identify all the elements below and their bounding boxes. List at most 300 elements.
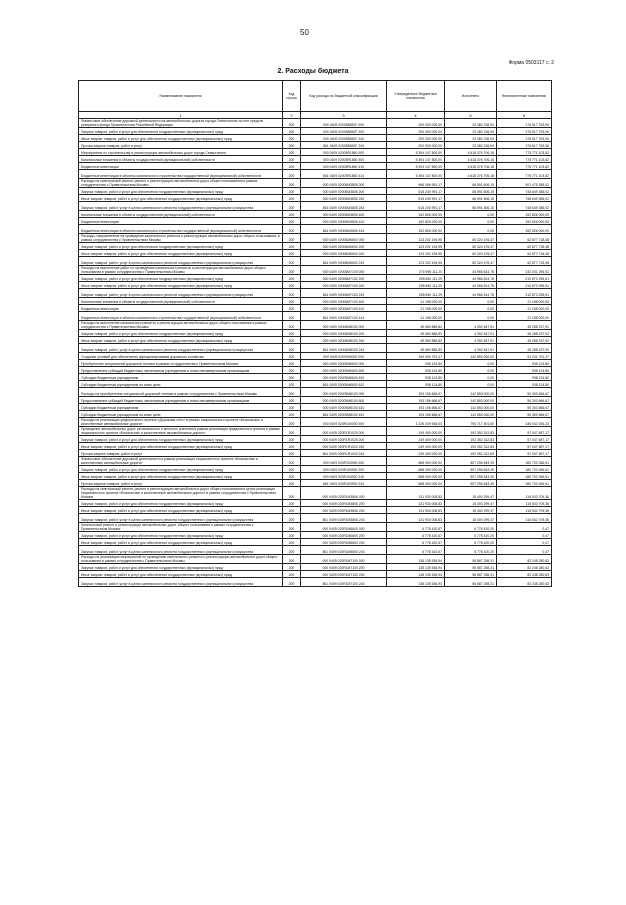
row-name: Закупка товаров, работ и услуг для обеспечения государственных (муниципальных) нужд [79,243,283,250]
row-code: 200 [283,374,301,381]
row-name: Расходы на реализацию федерального проекта «Дорожная сеть» в рамках национального проекта «Безопасные и качественные автомобильные дороги» [79,418,283,427]
table-row [79,179,552,188]
row-code: 200 [283,149,301,156]
table-row [79,344,552,353]
row-name: Закупка товаров, работ, услуг в целях капитального ремонта государственного (муниципального) имущества [79,578,283,587]
row-code: 200 [283,202,301,211]
row-code: 200 [283,195,301,202]
row-approved: 6 778 420,67 [387,546,445,555]
row-executed: 0,00 [445,218,497,225]
row-name: Капитальные вложения в объекты государственной (муниципальной) собственности [79,211,283,218]
table-row [79,170,552,179]
table-row [79,473,552,480]
row-name: Закупка товаров, работ, услуг в целях капитального ремонта государственного (муниципального) имущества [79,514,283,523]
row-code: 200 [283,289,301,298]
form-label: Форма 0503117 с. 2 [508,60,554,66]
row-code: 200 [283,142,301,149]
row-code: 200 [283,321,301,330]
row-name: Закупка товаров, работ, услуг в целях капитального ремонта государственного (муниципального) имущества [79,202,283,211]
row-approved: 938 124,80 [387,374,445,381]
row-code: 200 [283,312,301,321]
header-row [79,81,552,112]
row-remaining: 62 877 718,48 [497,234,552,243]
row-name: Бюджетные инвестиции [79,218,283,225]
row-remaining: 901 475 385,02 [497,179,552,188]
row-name: Бюджетные инвестиции [79,163,283,170]
row-remaining: 45 258 237,92 [497,344,552,353]
row-approved: 688 000 000,00 [387,457,445,466]
row-approved: 49 650 885,83 [387,337,445,344]
row-kbk: 000 0409 02006М3805 410 [301,218,387,225]
row-remaining: 938 124,80 [497,374,552,381]
table-row [79,532,552,539]
row-kbk: 000 0409 02006М3805 000 [301,179,387,188]
row-code: 200 [283,367,301,374]
row-approved: 255 840 111,29 [387,289,445,298]
header-executed: Исполнено [445,81,497,112]
row-remaining: 938 124,80 [497,381,552,388]
row-executed: 0,00 [445,360,497,367]
row-name: Иные закупки товаров, работ и услуг для обеспечения государственных (муниципальных) нужд [79,473,283,480]
row-name: Иные закупки товаров, работ и услуг для обеспечения государственных (муниципальных) нужд [79,195,283,202]
row-name: Закупка товаров, работ, услуг в целях капитального ремонта государственного (муниципального) имущества [79,344,283,353]
row-remaining: 62 877 718,48 [497,243,552,250]
row-executed: 142 853 000,00 [445,397,497,404]
row-executed: 507 296 643,39 [445,457,497,466]
row-name: Финансовое обеспечение дорожной деятельности на автомобильных дорогах города Севастополя за счет средств резервного фонда Правительства Российской Федерации [79,119,283,128]
header-remaining: Неисполненные назначения [497,81,552,112]
row-executed: 44 966 814,78 [445,275,497,282]
row-name: Закупка товаров, работ, услуг в целях капитального ремонта государственного (муниципального) имущества [79,289,283,298]
row-approved: 152 826 000,00 [387,225,445,234]
row-remaining: 0,47 [497,523,552,532]
row-code: 200 [283,163,301,170]
row-code: 200 [283,119,301,128]
row-kbk: 000 0409 020R153930 000 [301,457,387,466]
table-row [79,514,552,523]
row-remaining: 51 241 791,47 [497,353,552,360]
row-code: 200 [283,404,301,411]
row-approved: 938 124,80 [387,360,445,367]
row-approved: 49 650 885,83 [387,330,445,337]
table-row [79,564,552,571]
row-remaining: 436 532 034,24 [497,418,552,427]
row-code: 200 [283,156,301,163]
row-name: Субсидии бюджетным учреждениям [79,374,283,381]
row-approved: 123 202 194,95 [387,243,445,250]
table-row [79,411,552,418]
row-remaining: 116 532 709,36 [497,487,552,500]
table-row [79,443,552,450]
row-executed: 60 324 476,47 [445,243,497,250]
section-title: 2. Расходы бюджета [277,68,349,75]
row-remaining: 57 047 687,17 [497,436,552,443]
row-executed: 55 887 258,31 [445,578,497,587]
row-name: Предоставление субсидий бюджетным, автономным учреждениям и иным некоммерческим организациям [79,367,283,374]
row-name: Закупка товаров, работ и услуг для обеспечения государственных (муниципальных) нужд [79,564,283,571]
row-kbk: 000 0409 020R1М6600 240 [301,539,387,546]
row-approved: 815 240 991,17 [387,202,445,211]
row-name: Капитальный ремонт и реконструкция автомобильных дорог общего пользования в рамках сотрудничества с Правительством Москвы [79,523,283,532]
table-row [79,149,552,156]
row-remaining: 748 649 385,02 [497,195,552,202]
row-remaining: 775 771 103,82 [497,170,552,179]
table-body [79,119,552,587]
row-executed: 507 296 643,39 [445,480,497,487]
row-approved: 938 124,80 [387,381,445,388]
row-name: Финансовое обеспечение дорожной деятельности в рамках реализации национального проекта «Безопасные и качественные автомобильные дороги» [79,457,283,466]
row-kbk: 000 0409 02009М8100 600 [301,397,387,404]
row-approved: 138 135 536,94 [387,571,445,578]
row-approved: 938 124,80 [387,367,445,374]
row-remaining: 210 873 296,51 [497,275,552,282]
header-index: 6 [497,112,552,119]
row-code: 200 [283,523,301,532]
row-name: Расходы на реализацию мероприятий по проведению капитального ремонта и реконструкции автомобильных дорог общего пользования в рамках сотрудничества с Правительством Москвы [79,555,283,564]
row-executed: 4 618 376 706,18 [445,156,497,163]
row-kbk: 000 0409 020R1М3806 200 [301,500,387,507]
row-name: Закупка товаров, работ и услуг для обеспечения государственных (муниципальных) нужд [79,532,283,539]
table-row [79,523,552,532]
row-approved: 123 202 194,95 [387,257,445,266]
table-row [79,321,552,330]
row-name: Иные закупки товаров, работ и услуг для обеспечения государственных (муниципальных) нужд [79,443,283,450]
row-approved: 152 826 000,00 [387,218,445,225]
row-kbk: 000 0409 02006М7100 400 [301,298,387,305]
table-row [79,282,552,289]
row-kbk: 000 0409 020058360F 240 [301,135,387,142]
row-remaining: 210 873 296,51 [497,289,552,298]
row-remaining: 21 158 000,00 [497,305,552,312]
row-executed: 60 324 476,47 [445,257,497,266]
row-code: 200 [283,218,301,225]
row-code: 200 [283,388,301,397]
row-approved: 193 156 666,67 [387,404,445,411]
row-code: 200 [283,135,301,142]
header-index-row [79,112,552,119]
table-row [79,225,552,234]
row-kbk: 000 0409 020058360F 200 [301,128,387,135]
table-row [79,404,552,411]
row-code: 200 [283,179,301,188]
table-row [79,436,552,443]
row-code: 200 [283,257,301,266]
row-kbk: 000 0409 02006М7100 240 [301,282,387,289]
row-code: 200 [283,436,301,443]
row-kbk: 000 0409 02006М7100 000 [301,266,387,275]
row-kbk: 000 0409 02006М3805 200 [301,188,387,195]
row-executed: 4 392 647,91 [445,330,497,337]
row-executed: 15 400 299,47 [445,500,497,507]
row-code: 200 [283,225,301,234]
table-row [79,539,552,546]
row-kbk: 861 0409 02006М3805 414 [301,225,387,234]
row-executed: 6 778 420,20 [445,523,497,532]
row-name: Расходы на выполнение работ по проведению капитального ремонта и реконструкции автомобильных дорог общего пользования в рамках сотрудничества с Правительством Москвы [79,266,283,275]
table-row [79,298,552,305]
row-code: 200 [283,360,301,367]
row-name: Расходы на капитальный ремонт, ремонт и реконструкцию автомобильных дорог общего пользования в целях реализации национального проекта «Безопасные и качественные автомобильные дороги» в рамках сотрудничества с Правительством Москвы [79,487,283,500]
row-name: Прочая закупка товаров, работ и услуг [79,480,283,487]
row-approved: 815 240 991,17 [387,195,445,202]
row-executed: 142 853 000,00 [445,411,497,418]
row-approved: 131 933 008,83 [387,500,445,507]
row-name: Расходы, направленные на проведение капитального ремонта и реконструкции автомобильных дорог общего пользования, в рамках сотрудничества с Правительством Москвы [79,234,283,243]
row-remaining: 82 248 280,63 [497,555,552,564]
row-approved: 200 000 000,00 [387,142,445,149]
row-kbk: 000 0409 020058360F 000 [301,119,387,128]
row-kbk: 000 0409 02005R1860 000 [301,149,387,156]
row-name: Иные закупки товаров, работ и услуг для обеспечения государственных (муниципальных) нужд [79,507,283,514]
row-name: Закупка товаров, работ и услуг для обеспечения государственных (муниципальных) нужд [79,466,283,473]
row-remaining: 180 703 356,61 [497,480,552,487]
row-executed: 0,00 [445,305,497,312]
table-row [79,500,552,507]
row-approved: 49 650 885,83 [387,344,445,353]
row-approved: 131 933 008,83 [387,507,445,514]
row-remaining: 45 258 237,92 [497,337,552,344]
table-row [79,234,552,243]
row-executed: 6 778 420,20 [445,532,497,539]
row-code: 200 [283,473,301,480]
row-remaining: 45 258 237,92 [497,330,552,337]
row-remaining: 57 047 687,17 [497,427,552,436]
row-executed: 4 392 647,91 [445,321,497,330]
table-row [79,381,552,388]
table-row [79,353,552,360]
row-approved: 5 394 147 800,00 [387,170,445,179]
header-index: 3 [301,112,387,119]
row-approved: 200 000 000,00 [387,119,445,128]
row-approved: 200 000 000,00 [387,128,445,135]
row-name: Расходы на выполнение капитального ремонта и реконструкции автомобильных дорог общего пользования в рамках сотрудничества с Правительством Москвы [79,321,283,330]
row-approved: 688 000 000,00 [387,480,445,487]
row-remaining: 210 873 296,51 [497,282,552,289]
row-code: 200 [283,487,301,500]
row-executed: 23 382 236,94 [445,135,497,142]
row-code: 200 [283,418,301,427]
row-code: 200 [283,266,301,275]
row-code: 200 [283,353,301,360]
table-row [79,218,552,225]
row-kbk: 861 0409 02005R1860 414 [301,170,387,179]
row-code: 200 [283,234,301,243]
row-approved: 6 778 420,67 [387,539,445,546]
row-code: 200 [283,466,301,473]
row-executed: 0,00 [445,312,497,321]
row-approved: 5 394 147 800,00 [387,156,445,163]
row-executed: 15 400 299,47 [445,514,497,523]
row-remaining: 775 771 103,82 [497,149,552,156]
row-approved: 131 933 008,83 [387,514,445,523]
row-approved: 21 158 000,00 [387,312,445,321]
row-code: 200 [283,457,301,466]
row-remaining: 21 158 000,00 [497,298,552,305]
table-row [79,275,552,282]
table-row [79,135,552,142]
row-kbk: 000 0409 02006М8100 200 [301,330,387,337]
row-name: Закупка товаров, работ и услуг для обеспечения государственных (муниципальных) нужд [79,128,283,135]
row-remaining: 180 703 356,61 [497,473,552,480]
row-remaining: 152 826 000,00 [497,225,552,234]
row-approved: 193 156 666,67 [387,411,445,418]
table-row [79,555,552,564]
row-code: 200 [283,275,301,282]
row-executed: 790 717 501,80 [445,418,497,427]
row-kbk: 000 0409 02006М3805 240 [301,195,387,202]
row-code: 200 [283,170,301,179]
row-executed: 192 352 312,83 [445,427,497,436]
row-executed: 15 400 299,47 [445,507,497,514]
row-approved: 968 066 991,17 [387,179,445,188]
row-executed: 6 778 420,20 [445,546,497,555]
row-remaining: 180 703 356,61 [497,457,552,466]
table-row [79,374,552,381]
header-index: 2 [283,112,301,119]
row-kbk: 861 0409 02006М3805 243 [301,202,387,211]
row-name: Предоставление субсидий бюджетным, автономным учреждениям и иным некоммерческим организациям [79,397,283,404]
row-remaining: 45 258 237,92 [497,321,552,330]
row-kbk: 000 0409 020R1М6600 000 [301,523,387,532]
row-code: 200 [283,381,301,388]
row-code: 200 [283,450,301,457]
page-number: 50 [300,28,309,37]
table-row [79,142,552,149]
table-row [79,367,552,374]
table-row [79,487,552,500]
row-approved: 152 826 000,00 [387,211,445,218]
row-remaining: 748 649 385,02 [497,202,552,211]
row-executed: 4 392 647,91 [445,337,497,344]
row-kbk: 000 0409 020R1М7100 200 [301,564,387,571]
row-code: 200 [283,564,301,571]
row-code: 200 [283,427,301,436]
row-remaining: 180 703 356,61 [497,466,552,473]
row-kbk: 000 0409 02006М7100 200 [301,275,387,282]
row-remaining: 50 303 666,67 [497,388,552,397]
row-kbk: 000 0409 02005R1860 410 [301,163,387,170]
row-kbk: 000 0409 02006М8100 000 [301,321,387,330]
row-executed: 23 382 236,94 [445,128,497,135]
row-approved: 193 156 666,67 [387,397,445,404]
row-code: 200 [283,397,301,404]
row-executed: 507 296 643,39 [445,466,497,473]
row-remaining: 152 826 000,00 [497,211,552,218]
row-name: Приобретение специальной дорожной техники в рамках сотрудничества с Правительством Москвы [79,360,283,367]
table-row [79,360,552,367]
row-approved: 5 394 147 800,00 [387,163,445,170]
table-row [79,211,552,218]
row-executed: 44 966 814,78 [445,282,497,289]
row-approved: 688 000 000,00 [387,473,445,480]
table-row [79,397,552,404]
row-kbk: 000 0409 020R100000 000 [301,418,387,427]
row-kbk: 000 0409 02009М6600 600 [301,367,387,374]
row-approved: 21 158 000,00 [387,305,445,312]
row-executed: 142 853 000,00 [445,353,497,360]
row-kbk: 000 0409 02006М7100 410 [301,305,387,312]
row-remaining: 116 532 709,36 [497,500,552,507]
row-code: 200 [283,337,301,344]
row-remaining: 50 303 666,67 [497,397,552,404]
row-name: Закупка товаров, работ, услуг в целях капитального ремонта государственного (муниципального) имущества [79,257,283,266]
row-name: Закупка товаров, работ и услуг для обеспечения государственных (муниципальных) нужд [79,500,283,507]
row-executed: 142 853 000,00 [445,404,497,411]
row-remaining: 938 124,80 [497,360,552,367]
row-executed: 192 352 312,83 [445,443,497,450]
row-code: 200 [283,532,301,539]
row-name: Иные закупки товаров, работ и услуг для обеспечения государственных (муниципальных) нужд [79,539,283,546]
row-kbk: 861 0409 02006М8100 243 [301,344,387,353]
table-row [79,188,552,195]
table-row [79,195,552,202]
row-kbk: 000 0409 02005R1860 400 [301,156,387,163]
row-code: 200 [283,250,301,257]
row-name: Бюджетные инвестиции в объекты капитального строительства государственной (муниципальной) собственности [79,170,283,179]
row-code: 200 [283,128,301,135]
table-row [79,466,552,473]
row-name: Бюджетные инвестиции в объекты капитального строительства государственной (муниципальной) собственности [79,312,283,321]
row-approved: 6 778 420,67 [387,523,445,532]
row-code: 200 [283,298,301,305]
row-executed: 192 352 312,83 [445,450,497,457]
row-code: 200 [283,539,301,546]
row-kbk: 861 0409 020058360F 244 [301,142,387,149]
header-index: 1 [79,112,283,119]
row-name: Мероприятия по строительству и реконструкции автомобильных дорог города Севастополя [79,149,283,156]
row-kbk: 861 0409 02009М6600 612 [301,381,387,388]
row-name: Расходы на капитальный ремонт, ремонт и реконструкцию автомобильных дорог общего пользования в рамках сотрудничества с Правительством Москвы [79,179,283,188]
row-executed: 44 966 814,78 [445,266,497,275]
row-executed: 23 382 236,94 [445,119,497,128]
table-row [79,480,552,487]
row-name: Приведение автомобильных дорог регионального и местного значения в рамках реализации федерального проекта в рамках национального проекта «Безопасные и качественные автомобильные дороги» [79,427,283,436]
row-remaining: 62 877 718,48 [497,250,552,257]
table-row [79,571,552,578]
row-name: Расходы на приобретение специальной дорожной техники в рамках сотрудничества с Правительством Москвы [79,388,283,397]
table-row [79,163,552,170]
row-approved: 131 933 008,83 [387,487,445,500]
row-code: 200 [283,480,301,487]
row-executed: 60 324 476,47 [445,234,497,243]
row-kbk: 000 0409 020R1R1020 200 [301,436,387,443]
row-name: Закупка товаров, работ и услуг для обеспечения государственных (муниципальных) нужд [79,330,283,337]
row-name: Субсидии бюджетным учреждениям [79,404,283,411]
row-remaining: 176 617 763,06 [497,119,552,128]
row-code: 200 [283,555,301,564]
row-code: 200 [283,330,301,337]
row-kbk: 000 0409 02006М8100 240 [301,337,387,344]
row-name: Прочая закупка товаров, работ и услуг [79,450,283,457]
table-row [79,257,552,266]
row-kbk: 861 0409 020R1М7100 243 [301,578,387,587]
row-name: Капитальные вложения в объекты государственной (муниципальной) собственности [79,298,283,305]
row-name: Иные закупки товаров, работ и услуг для обеспечения государственных (муниципальных) нужд [79,135,283,142]
row-name: Закупка товаров, работ и услуг для обеспечения государственных (муниципальных) нужд [79,275,283,282]
row-executed: 4 618 376 706,18 [445,163,497,170]
row-approved: 255 840 111,29 [387,282,445,289]
row-approved: 688 000 000,00 [387,466,445,473]
row-kbk: 861 0409 02006М7100 414 [301,312,387,321]
row-kbk: 861 0409 02006М7100 243 [301,289,387,298]
table-row [79,418,552,427]
row-approved: 249 400 000,00 [387,436,445,443]
row-remaining: 152 826 000,00 [497,218,552,225]
header-index: 5 [445,112,497,119]
row-remaining: 116 532 709,36 [497,514,552,523]
row-code: 200 [283,282,301,289]
row-approved: 21 158 000,00 [387,298,445,305]
